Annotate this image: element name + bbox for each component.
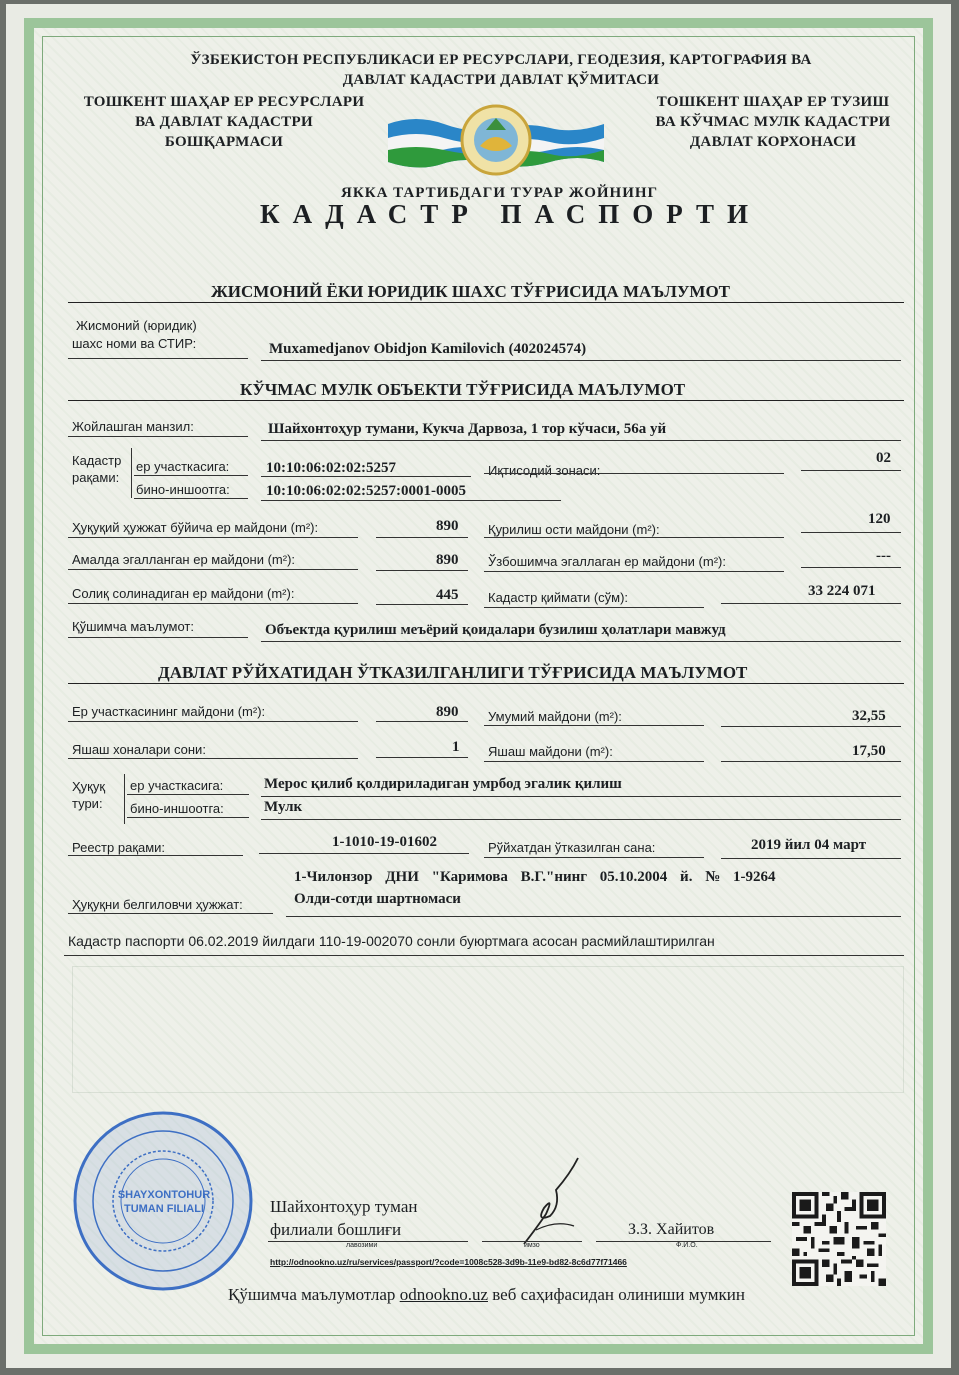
registration-date-value: 2019 йил 04 март: [751, 837, 867, 853]
plot-area-label: Ер участкасининг майдони (m²):: [72, 704, 266, 719]
actual-area-label: Амалда эгалланган ер майдони (m²):: [72, 552, 296, 567]
address-value: Шайхонтоҳур тумани, Кукча Дарвоза, 1 тор кўчаси, 56а уй: [268, 421, 667, 437]
right-organization: ТОШКЕНТ ШАҲАР ЕР ТУЗИШ ВА КЎЧМАС МУЛК КАДАСТРИ ДАВЛАТ КОРХОНАСИ: [655, 94, 891, 150]
owner-name-label-2: шахс номи ва СТИР:: [72, 336, 197, 351]
land-plot-label: ер участкасига:: [136, 459, 230, 474]
right-land-label: ер участкасига:: [130, 778, 224, 793]
additional-info-value: Объектда қурилиш меъёрий қоидалари бузилиш ҳолатлари мавжуд: [265, 622, 726, 638]
name-caption: Ф.И.О.: [676, 1242, 698, 1249]
total-area-label: Умумий майдони (m²):: [488, 709, 622, 724]
title-document-line-2: Олди-сотди шартномаси: [294, 891, 461, 907]
right-land-value: Мерос қилиб қолдириладиган умрбод эгалик қилиш: [264, 776, 622, 792]
section-property-title: КЎЧМАС МУЛК ОБЪЕКТИ ТЎҒРИСИДА МАЪЛУМОТ: [240, 380, 686, 399]
title-document-label: Ҳуқуқни белгиловчи ҳужжат:: [72, 897, 243, 912]
document-sheet: [6, 4, 951, 1368]
signature-caption: имзо: [524, 1242, 540, 1249]
footer-note: Қўшимча маълумотлар odnookno.uz веб саҳифасидан олиниши мумкин: [228, 1285, 745, 1304]
committee-line-2: ДАВЛАТ КАДАСТРИ ДАВЛАТ ҚЎМИТАСИ: [342, 72, 660, 88]
right-type-label-2: тури:: [72, 796, 103, 811]
living-rooms-label: Яшаш хоналари сони:: [72, 742, 206, 757]
signer-position-line-2: филиали бошлиғи: [270, 1220, 402, 1239]
economic-zone-value: 02: [876, 450, 891, 466]
document-title: КАДАСТР ПАСПОРТИ: [260, 199, 762, 229]
tax-area-label: Солиқ солинадиган ер майдони (m²):: [72, 586, 295, 601]
right-building-label: бино-иншоотга:: [130, 801, 224, 816]
section-registration-title: ДАВЛАТ РЎЙХАТИДАН ЎТКАЗИЛГАНЛИГИ ТЎҒРИСИДА МАЪЛУМОТ: [158, 663, 748, 682]
built-area-value: 120: [868, 511, 891, 527]
cadastre-value: 33 224 071: [808, 583, 876, 599]
living-rooms-value: 1: [452, 739, 460, 755]
signer-position-line-1: Шайхонтоҳур туман: [270, 1197, 418, 1216]
position-caption: лавозими: [346, 1242, 378, 1249]
committee-line-1: ЎЗБЕКИСТОН РЕСПУБЛИКАСИ ЕР РЕСУРСЛАРИ, ГЕОДЕЗИЯ, КАРТОГРАФИЯ ВА: [190, 52, 812, 68]
unauthorized-area-value: ---: [876, 548, 891, 564]
registration-date-label: Рўйхатдан ўтказилган сана:: [488, 840, 656, 855]
verification-url[interactable]: http://odnookno.uz/ru/services/passport/?code=1008c528-3d9b-11e9-bd82-8c6d77f71466: [270, 1257, 627, 1267]
economic-zone-label: Иқтисодий зонаси:: [488, 463, 601, 478]
cadastre-value-label: Кадастр қиймати (сўм):: [488, 590, 629, 605]
total-area-value: 32,55: [852, 708, 886, 724]
address-label: Жойлашган манзил:: [72, 419, 194, 434]
owner-name-label-1: Жисмоний (юридик): [76, 318, 197, 333]
legal-area-value: 890: [436, 518, 459, 534]
document-subtitle: ЯККА ТАРТИБДАГИ ТУРАР ЖОЙНИНГ: [341, 185, 659, 201]
registry-number-label: Реестр рақами:: [72, 840, 166, 855]
qr-code-icon: [792, 1192, 886, 1286]
right-type-label-1: Ҳуқуқ: [72, 779, 106, 794]
footer-site-link[interactable]: odnookno.uz: [399, 1285, 488, 1304]
registry-number-value: 1-1010-19-01602: [332, 834, 437, 850]
actual-area-value: 890: [436, 552, 459, 568]
title-document-line-1: 1-Чилонзор ДНИ "Каримова В.Г."нинг 05.10.2004 й. № 1-9264: [294, 869, 776, 885]
building-number: 10:10:06:02:02:5257:0001-0005: [266, 483, 466, 499]
built-area-label: Қурилиш ости майдони (m²):: [488, 522, 660, 537]
unauthorized-area-label: Ўзбошимча эгаллаган ер майдони (m²):: [488, 554, 726, 569]
right-building-value: Мулк: [264, 799, 303, 815]
land-plot-number: 10:10:06:02:02:5257: [266, 460, 396, 476]
stamp-center-text: SHAYXONTOHUR TUMAN FILIALI: [117, 1189, 211, 1215]
plot-area-value: 890: [436, 704, 459, 720]
owner-name-value: Muxamedjanov Obidjon Kamilovich (402024574): [269, 341, 587, 357]
living-area-value: 17,50: [852, 743, 886, 759]
additional-info-label: Қўшимча маълумот:: [72, 619, 194, 634]
cadastre-number-label-2: рақами:: [72, 470, 120, 485]
signature-icon: [516, 1156, 586, 1248]
order-note: Кадастр паспорти 06.02.2019 йилдаги 110-19-002070 сонли буюртмага асосан расмийлаштирилган: [68, 933, 715, 949]
state-emblem-icon: [386, 100, 606, 178]
signer-name: З.З. Хайитов: [628, 1221, 715, 1238]
living-area-label: Яшаш майдони (m²):: [488, 744, 613, 759]
cadastre-number-label-1: Кадастр: [72, 453, 122, 468]
tax-area-value: 445: [436, 587, 459, 603]
legal-area-label: Ҳуқуқий ҳужжат бўйича ер майдони (m²):: [72, 520, 319, 535]
building-label: бино-иншоотга:: [136, 482, 230, 497]
left-organization: ТОШКЕНТ ШАҲАР ЕР РЕСУРСЛАРИ ВА ДАВЛАТ КАДАСТРИ БОШҚАРМАСИ: [83, 94, 365, 150]
section-owner-title: ЖИСМОНИЙ ЁКИ ЮРИДИК ШАХС ТЎҒРИСИДА МАЪЛУМОТ: [211, 282, 731, 301]
